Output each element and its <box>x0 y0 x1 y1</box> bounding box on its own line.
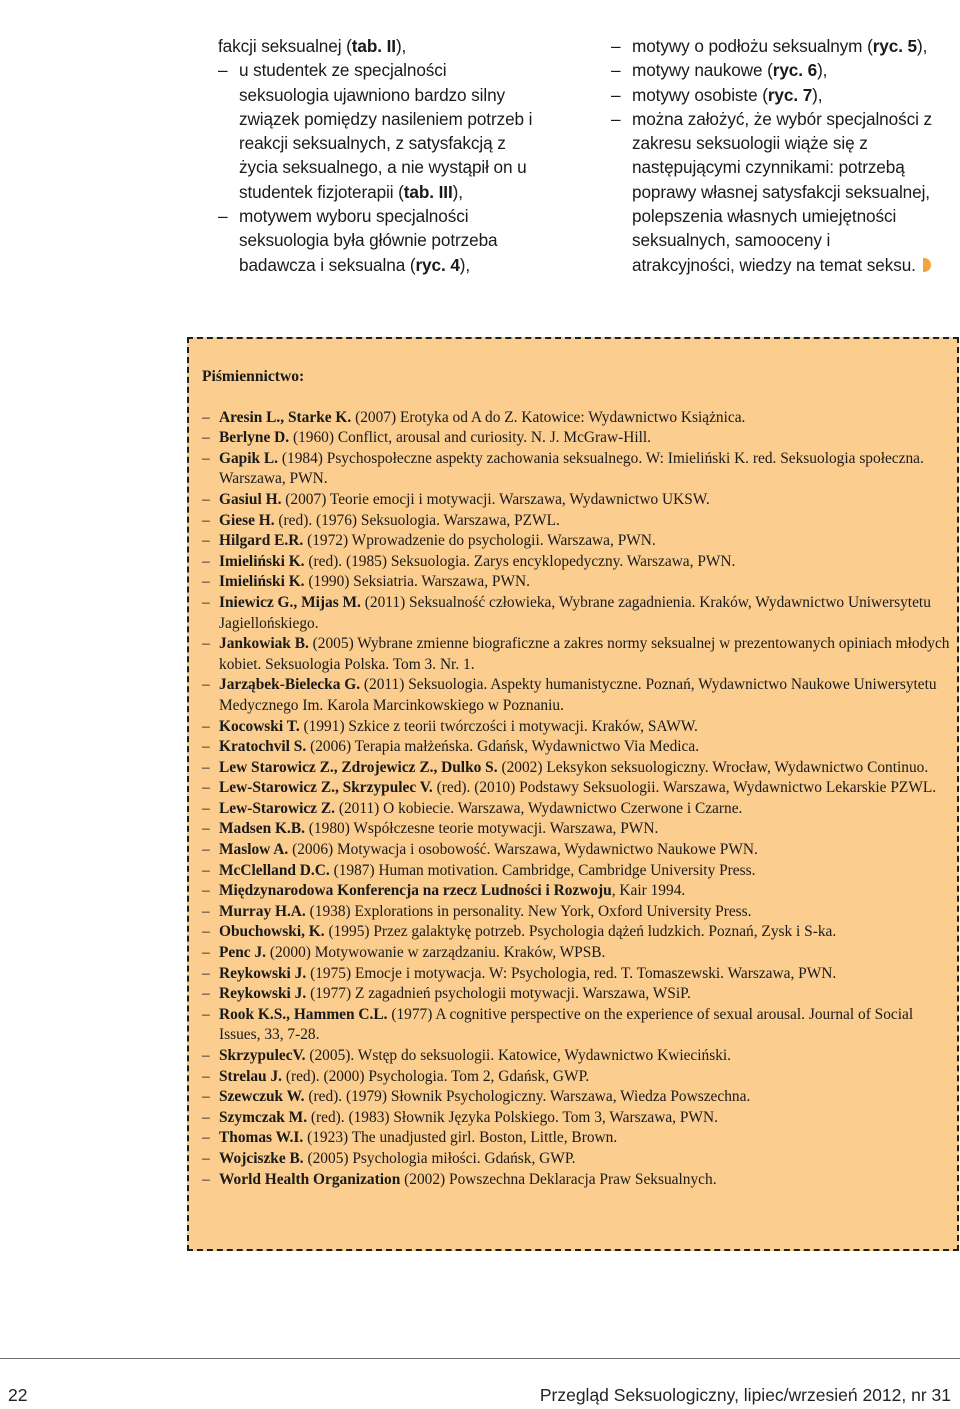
bullet-dash: – <box>202 676 210 694</box>
reference-details: (2007) Teorie emocji i motywacji. Warszawa, Wydawnictwo UKSW. <box>281 490 710 508</box>
right-text-column <box>611 34 933 277</box>
bullet-dash: – <box>202 985 210 1003</box>
reference-details: (2005) Wybrane zmienne biograficzne a zakres normy seksualnej w prezentowanych opiniach młodych kobiet. Seksuologia Polska. Tom 3. Nr. 1. <box>219 635 950 673</box>
reference-details: (red). (1979) Słownik Psychologiczny. Warszawa, Wiedza Powszechna. <box>304 1088 751 1106</box>
reference-entry <box>202 428 950 449</box>
reference-author: Reykowski J. <box>219 964 307 982</box>
bullet-item: – motywy naukowe (ryc. 6), <box>611 58 933 82</box>
reference-author: Lew Starowicz Z., Zdrojewicz Z., Dulko S. <box>219 758 498 776</box>
reference-author: Hilgard E.R. <box>219 532 304 550</box>
bullet-dash: – <box>202 593 210 611</box>
reference-details: (2006) Terapia małżeńska. Gdańsk, Wydawnictwo Via Medica. <box>306 738 700 756</box>
bullet-dash: – <box>202 758 210 776</box>
reference-details: (1990) Seksiatria. Warszawa, PWN. <box>304 573 530 591</box>
reference-author: Wojciszke B. <box>219 1149 304 1167</box>
reference-details: (1984) Psychospołeczne aspekty zachowania seksualnego. W: Imieliński K. red. Seksuologia społeczna. Warszawa, PWN. <box>219 449 924 488</box>
bullet-item: – motywem wyboru specjalności seksuologia była głównie potrzeba badawcza i seksualna (ryc. 4), <box>218 206 498 275</box>
reference-entry <box>202 1005 950 1046</box>
bullet-dash: – <box>202 1129 210 1147</box>
reference-author: Szymczak M. <box>219 1108 308 1126</box>
reference-entry <box>202 902 950 923</box>
table-reference[interactable]: tab. III <box>403 181 453 202</box>
bullet-item: – można założyć, że wybór specjalności z zakresu seksuologii wiąże się z następującymi czynnikami: potrzebą poprawy własnej satysfakcji seksualnej, polepszenia własnych umiejętności seksualnych, samooceny i atrakcyjności, wiedzy na temat seksu. <box>611 108 932 275</box>
bullet-dash: – <box>202 552 210 570</box>
bullet-dash: – <box>202 511 210 529</box>
reference-author: SkrzypulecV. <box>219 1047 306 1064</box>
page-number: 22 <box>8 1385 28 1405</box>
reference-author: Jankowiak B. <box>219 635 309 653</box>
bullet-dash: – <box>202 1108 210 1126</box>
reference-entry <box>202 572 950 593</box>
reference-entry <box>202 819 950 840</box>
reference-author: Jarząbek-Bielecka G. <box>219 676 361 694</box>
reference-entry <box>202 1046 950 1067</box>
bullet-dash: – <box>202 449 210 467</box>
bullet-dash: – <box>202 861 210 879</box>
reference-details: (1987) Human motivation. Cambridge, Cambridge University Press. <box>329 861 756 879</box>
reference-details: (1960) Conflict, arousal and curiosity. N. J. McGraw-Hill. <box>289 429 651 447</box>
reference-entry <box>202 861 950 882</box>
reference-author: Berlyne D. <box>219 429 290 447</box>
references-list <box>202 367 950 1190</box>
reference-details: (1980) Współczesne teorie motywacji. Warszawa, PWN. <box>304 820 659 838</box>
reference-details: (red). (1976) Seksuologia. Warszawa, PZWL. <box>274 511 560 529</box>
reference-entry <box>202 964 950 985</box>
left-text-column <box>218 34 540 277</box>
bullet-dash: – <box>202 841 210 859</box>
reference-entry <box>202 778 950 799</box>
bullet-dash: – <box>202 717 210 735</box>
reference-details: (1972) Wprowadzenie do psychologii. Warszawa, PWN. <box>303 532 656 550</box>
reference-entry <box>202 408 950 429</box>
bullet-dash: – <box>202 490 210 508</box>
reference-author: Lew-Starowicz Z., Skrzypulec V. <box>219 779 433 797</box>
reference-details: (2005) Psychologia miłości. Gdańsk, GWP. <box>303 1149 576 1167</box>
paragraph-continuation: fakcji seksualnej (tab. II), <box>218 36 407 56</box>
bullet-dash: – <box>202 635 210 653</box>
bullet-dash: – <box>202 799 210 817</box>
references-heading: Piśmiennictwo: <box>202 368 305 385</box>
reference-author: Obuchowski, K. <box>219 923 325 941</box>
figure-reference[interactable]: ryc. 4 <box>415 254 460 275</box>
reference-author: Strelau J. <box>219 1067 282 1085</box>
reference-entry <box>202 675 950 716</box>
bullet-item: – u studentek ze specjalności seksuologia ujawniono bardzo silny związek pomiędzy nasileniem potrzeb i reakcji seksualnych, z satysfakcją z życia seksualnego, a nie wystąpił on u studentek fizjoterapii (tab. III), <box>218 60 533 202</box>
reference-author: Rook K.S., Hammen C.L. <box>219 1005 388 1023</box>
reference-details: (1995) Przez galaktykę potrzeb. Psychologia dążeń ludzkich. Poznań, Zysk i S-ka. <box>324 923 837 941</box>
reference-details: (2002) Powszechna Deklaracja Praw Seksualnych. <box>400 1170 717 1188</box>
reference-items <box>202 408 950 1191</box>
reference-details: (2002) Leksykon seksuologiczny. Wrocław, Wydawnictwo Continuo. <box>497 758 929 776</box>
reference-author: Maslow A. <box>219 841 289 859</box>
reference-entry <box>202 1087 950 1108</box>
reference-details: (1977) A cognitive perspective on the experience of sexual arousal. Journal of Social Issues, 33, 7-28. <box>219 1005 914 1044</box>
reference-details: (red). (1985) Seksuologia. Zarys encyklopedyczny. Warszawa, PWN. <box>304 552 736 570</box>
reference-entry <box>202 737 950 758</box>
reference-author: Gasiul H. <box>219 490 282 508</box>
reference-author: Giese H. <box>219 511 275 529</box>
bullet-dash: – <box>202 1047 210 1064</box>
bullet-dash: – <box>202 820 210 838</box>
bullet-dash: – <box>202 1170 210 1188</box>
reference-entry <box>202 593 950 634</box>
reference-entry <box>202 1108 950 1129</box>
reference-author: World Health Organization <box>219 1170 401 1188</box>
bullet-dash: – <box>202 1149 210 1167</box>
bullet-dash: – <box>218 206 228 227</box>
reference-author: Aresin L., Starke K. <box>219 408 352 426</box>
reference-details: (2006) Motywacja i osobowość. Warszawa, Wydawnictwo Naukowe PWN. <box>288 841 758 859</box>
references-box <box>187 337 959 1251</box>
reference-entry <box>202 717 950 738</box>
bullet-dash: – <box>202 1088 210 1106</box>
reference-entry <box>202 799 950 820</box>
reference-details: (red). (2010) Podstawy Seksuologii. Warszawa, Wydawnictwo Lekarskie PZWL. <box>432 779 937 797</box>
reference-details: (1923) The unadjusted girl. Boston, Little, Brown. <box>303 1129 618 1147</box>
reference-details: (1991) Szkice z teorii twórczości i motywacji. Kraków, SAWW. <box>299 717 698 735</box>
bullet-item: – motywy o podłożu seksualnym (ryc. 5), <box>611 34 933 58</box>
bullet-dash: – <box>611 36 621 56</box>
bullet-dash: – <box>202 532 210 550</box>
reference-author: Międzynarodowa Konferencja na rzecz Ludności i Rozwoju <box>219 882 612 900</box>
reference-details: , Kair 1994. <box>611 882 686 900</box>
reference-author: Gapik L. <box>219 449 279 467</box>
reference-entry <box>202 758 950 779</box>
bullet-item: – motywy osobiste (ryc. 7), <box>611 83 933 107</box>
reference-entry <box>202 511 950 532</box>
bullet-dash: – <box>202 944 210 962</box>
figure-reference[interactable]: ryc. 6 <box>772 60 818 81</box>
reference-entry <box>202 840 950 861</box>
reference-entry <box>202 943 950 964</box>
bullet-dash: – <box>202 408 210 426</box>
reference-entry <box>202 1149 950 1170</box>
reference-entry <box>202 449 950 490</box>
bullet-dash: – <box>202 882 210 900</box>
bullet-dash: – <box>202 902 210 920</box>
reference-entry <box>202 1170 950 1191</box>
reference-entry <box>202 552 950 573</box>
footer-divider <box>0 1358 960 1359</box>
reference-entry <box>202 531 950 552</box>
reference-entry <box>202 634 950 675</box>
reference-details: (2011) Seksuologia. Aspekty humanistyczne. Poznań, Wydawnictwo Naukowe Uniwersytetu Medycznego Im. Karola Marcinkowskiego w Poznaniu. <box>219 676 937 714</box>
reference-entry <box>202 490 950 511</box>
reference-author: Thomas W.I. <box>219 1129 304 1147</box>
reference-author: McClelland D.C. <box>219 861 330 879</box>
reference-entry <box>202 984 950 1005</box>
bullet-dash: – <box>202 923 210 941</box>
reference-author: Kratochvil S. <box>219 738 307 756</box>
bullet-dash: – <box>202 429 210 447</box>
reference-entry <box>202 881 950 902</box>
reference-details: (1938) Explorations in personality. New York, Oxford University Press. <box>305 902 752 920</box>
reference-details: (1975) Emocje i motywacja. W: Psychologia, red. T. Tomaszewski. Warszawa, PWN. <box>306 964 837 982</box>
reference-details: (1977) Z zagadnień psychologii motywacji. Warszawa, WSiP. <box>306 985 691 1003</box>
bullet-dash: – <box>202 1005 210 1023</box>
reference-author: Kocowski T. <box>219 717 300 735</box>
reference-details: (2007) Erotyka od A do Z. Katowice: Wydawnictwo Książnica. <box>351 408 746 426</box>
reference-details: (2011) Seksualność człowieka, Wybrane zagadnienia. Kraków, Wydawnictwo Uniwersytetu Jagiellońskiego. <box>219 593 931 632</box>
reference-author: Szewczuk W. <box>219 1088 305 1106</box>
reference-entry <box>202 922 950 943</box>
bullet-dash: – <box>611 108 621 129</box>
reference-details: (red). (1983) Słownik Języka Polskiego. Tom 3, Warszawa, PWN. <box>307 1108 718 1126</box>
figure-reference[interactable]: ryc. 7 <box>767 84 813 105</box>
article-end-icon <box>923 258 931 272</box>
bullet-dash: – <box>202 964 210 982</box>
bullet-dash: – <box>218 60 228 81</box>
reference-author: Penc J. <box>219 944 267 962</box>
bullet-dash: – <box>202 738 210 756</box>
reference-author: Imieliński K. <box>219 573 305 591</box>
bullet-dash: – <box>611 60 621 81</box>
reference-details: (red). (2000) Psychologia. Tom 2, Gdańsk, GWP. <box>282 1067 590 1085</box>
reference-entry <box>202 1128 950 1149</box>
reference-author: Murray H.A. <box>219 902 306 920</box>
reference-author: Lew-Starowicz Z. <box>219 799 335 817</box>
table-reference[interactable]: tab. II <box>351 36 396 56</box>
reference-details: (2000) Motywowanie w zarządzaniu. Kraków, WPSB. <box>266 944 606 962</box>
bullet-dash: – <box>611 84 621 105</box>
figure-reference[interactable]: ryc. 5 <box>872 36 918 56</box>
reference-author: Reykowski J. <box>219 985 307 1003</box>
reference-author: Madsen K.B. <box>219 820 305 838</box>
journal-title: Przegląd Seksuologiczny, lipiec/wrzesień 2012, nr 31 <box>539 1385 951 1405</box>
reference-details: (2005). Wstęp do seksuologii. Katowice, Wydawnictwo Kwieciński. <box>305 1047 732 1064</box>
reference-entry <box>202 1067 950 1088</box>
reference-details: (2011) O kobiecie. Warszawa, Wydawnictwo Czerwone i Czarne. <box>334 799 743 817</box>
bullet-dash: – <box>202 779 210 797</box>
bullet-dash: – <box>202 573 210 591</box>
bullet-dash: – <box>202 1067 210 1085</box>
reference-author: Imieliński K. <box>219 552 305 570</box>
reference-author: Iniewicz G., Mijas M. <box>219 593 361 611</box>
